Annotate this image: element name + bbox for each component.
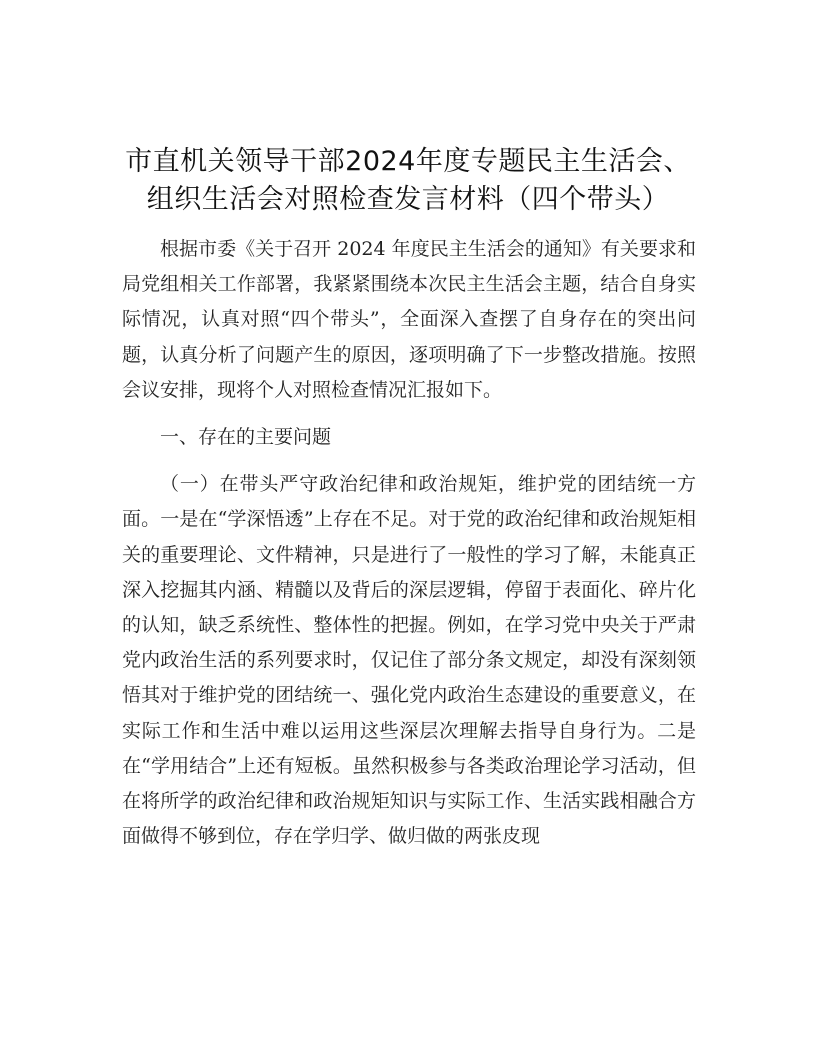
body-paragraph: （一）在带头严守政治纪律和政治规矩，维护党的团结统一方面。一是在“学深悟透”上存在不足。对于党的政治纪律和政治规矩相关的重要理论、文件精神，只是进行了一般性的学习了解，未能真正深入挖掘其内涵、精髓以及背后的深层逻辑，停留于表面化、碎片化的认知，缺乏系统性、整体性的把握。例如，在学习党中央关于严肃党内政治生活的系列要求时，仅记住了部分条文规定，却没有深刻领悟其对于维护党的团结统一、强化党内政治生态建设的重要意义，在实际工作和生活中难以运用这些深层次理解去指导自身行为。二是在“学用结合”上还有短板。虽然积极参与各类政治理论学习活动，但在将所学的政治纪律和政治规矩知识与实际工作、生活实践相融合方面做得不够到位，存在学归学、做归做的两张皮现	[122, 473, 696, 848]
title-line-1: 市直机关领导干部2024年度专题民主生活会、	[125, 146, 691, 177]
title-line-2: 组织生活会对照检查发言材料（四个带头）	[146, 184, 670, 215]
document-title	[100, 143, 716, 219]
document-body	[122, 232, 696, 854]
intro-paragraph: 根据市委《关于召开 2024 年度民主生活会的通知》有关要求和局党组相关工作部署，我紧紧围绕本次民主生活会主题，结合自身实际情况，认真对照“四个带头”，全面深入查摆了自身存在的突出问题，认真分析了问题产生的原因，逐项明确了下一步整改措施。按照会议安排，现将个人对照检查情况汇报如下。	[122, 238, 696, 401]
section-heading: 一、存在的主要问题	[160, 426, 332, 449]
